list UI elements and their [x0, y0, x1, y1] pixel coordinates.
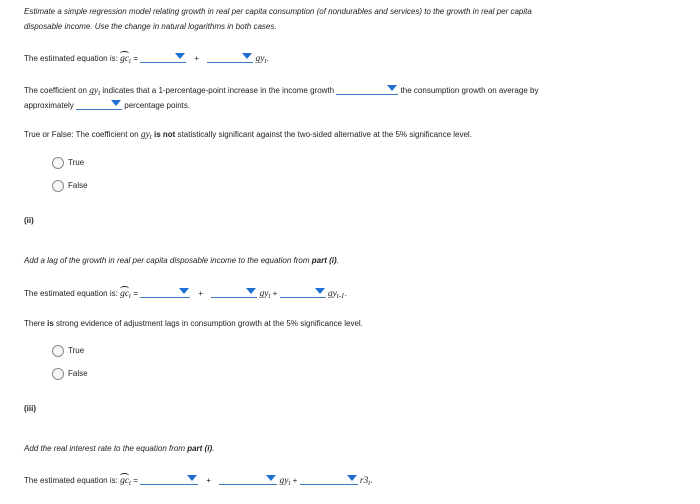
lag-evidence-statement: There is strong evidence of adjustment lags in consumption growth at the 5% significance level.	[24, 319, 363, 328]
intercept-dropdown-ii[interactable]	[140, 287, 190, 298]
chevron-down-icon	[246, 288, 256, 294]
part-ii-instruction: Add a lag of the growth in real per capita disposable income to the equation from part (i).	[24, 256, 339, 265]
approx-sentence: approximately percentage points.	[24, 101, 191, 110]
part-iii-instruction: Add the real interest rate to the equation from part (i).	[24, 444, 215, 453]
equation-row-iii: The estimated equation is: $gc_t$ = + $gy_t$ + $r3_t$.	[24, 476, 373, 487]
intercept-dropdown-iii[interactable]	[140, 474, 198, 485]
radio-label-true-ii: True	[68, 346, 85, 355]
slope-gy-dropdown-ii[interactable]	[211, 287, 257, 298]
plus-sign: +	[194, 54, 200, 63]
radio-label-false-i: False	[68, 181, 88, 190]
equation-row-ii: The estimated equation is: $gc_t$ = + $gy_t$ + $gy_{t-1}$.	[24, 289, 347, 300]
chevron-down-icon	[387, 85, 397, 91]
chevron-down-icon	[242, 53, 252, 59]
chevron-down-icon	[347, 475, 357, 481]
chevron-down-icon	[111, 100, 121, 106]
slope-gy-lag-dropdown-ii[interactable]	[280, 287, 326, 298]
radio-true-ii[interactable]	[52, 345, 64, 357]
chevron-down-icon	[266, 475, 276, 481]
coefficient-sentence: The coefficient on $gy_t$ indicates that a 1-percentage-point increase in the income growth the consumption growth on average by	[24, 86, 539, 97]
approx-value-dropdown[interactable]	[76, 99, 122, 110]
equation-label: The estimated equation is:	[24, 54, 118, 63]
lhs-variable: $gc_t$	[120, 54, 131, 65]
radio-true-i[interactable]	[52, 157, 64, 169]
intro-line-2: disposable income. Use the change in natural logarithms in both cases.	[24, 22, 277, 31]
radio-label-true-i: True	[68, 158, 85, 167]
chevron-down-icon	[315, 288, 325, 294]
gy-variable: $gy_t$	[255, 54, 267, 65]
intro-line-1: Estimate a simple regression model relating growth in real per capita consumption (of nondurables and services) to the growth in real per capita	[24, 7, 532, 16]
equals-sign: =	[133, 54, 138, 63]
radio-false-ii[interactable]	[52, 368, 64, 380]
intercept-dropdown-i[interactable]	[140, 52, 186, 63]
significance-question: True or False: The coefficient on $gy_t$ is not statistically significant against the two-sided alternative at the 5% significance level.	[24, 130, 472, 141]
part-iii-heading: (iii)	[24, 404, 36, 413]
slope-gy-dropdown-iii[interactable]	[219, 474, 277, 485]
chevron-down-icon	[179, 288, 189, 294]
slope-r3-dropdown-iii[interactable]	[300, 474, 358, 485]
slope-gy-dropdown-i[interactable]	[207, 52, 253, 63]
radio-label-false-ii: False	[68, 369, 88, 378]
effect-direction-dropdown[interactable]	[336, 84, 398, 95]
chevron-down-icon	[175, 53, 185, 59]
radio-false-i[interactable]	[52, 180, 64, 192]
equation-row-i: The estimated equation is: $gc_t$ = + $gy_t$.	[24, 54, 269, 65]
part-ii-heading: (ii)	[24, 216, 34, 225]
chevron-down-icon	[187, 475, 197, 481]
